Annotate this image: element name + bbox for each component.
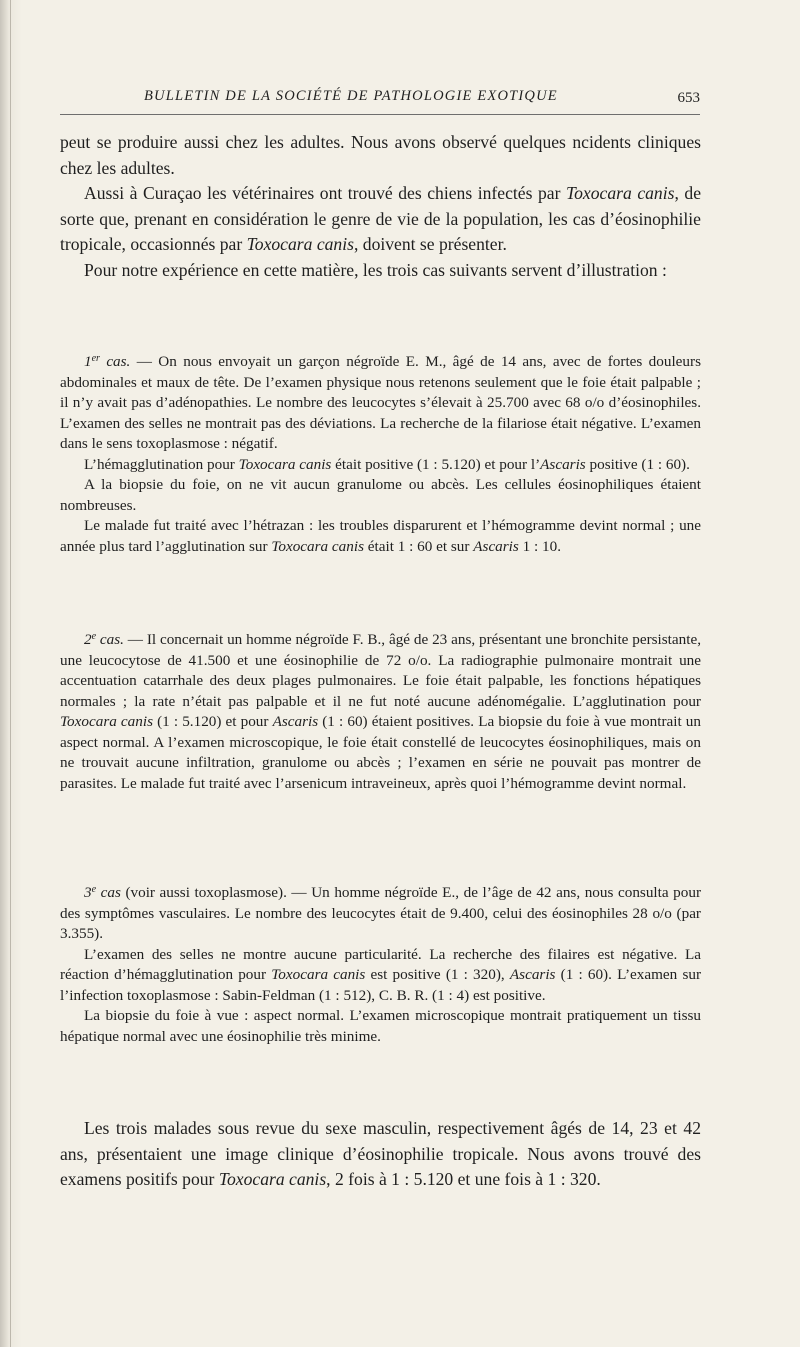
conclusion-paragraph: Les trois malades sous revue du sexe masculin, respectivement âgés de 14, 23 et 42 ans, présentaient une image clinique d’éosinophilie tropicale. Nous avons trouvé des examens positifs pour Toxocara canis, 2 fois à 1 : 5.120 et une fois à 1 : 320.: [60, 1118, 701, 1190]
species-name: Toxocara canis: [271, 537, 364, 555]
species-name: Ascaris: [509, 966, 556, 983]
species-name: Toxocara canis: [565, 183, 675, 204]
case-2-paragraph-1: 2e cas. — Il concernait un homme négroïde F. B., âgé de 23 ans, présentant une bronchite persistante, une leucocytose de 41.500 et une éosinophilie de 72 o/o. La radiographie pulmonaire montrait une accentuation catarrhale des deux plages pulmonaires. Le foie était palpable, les fonctions hépatiques normales ; la rate n’était pas palpable et il ne fut noté aucune adénomégalie. L’agglutination pour Toxocara canis (1 : 5.120) et pour Ascaris (1 : 60) étaient positives. La biopsie du foie à vue montrait un aspect normal. A l’examen microscopique, le foie était constellé de leucocytes éosinophiliques, mais on ne trouvait aucune infiltration, granulome ou abcès ; l’examen en série ne pouvait pas montrer de parasites. Le malade fut traité avec l’arsenicum intraveineux, après quoi l’hémogramme devint normal.: [60, 631, 701, 792]
text-run: , doivent se présenter.: [353, 234, 507, 255]
header-rule: [60, 114, 700, 115]
case-1-paragraph-4: Le malade fut traité avec l’hétrazan : les troubles disparurent et l’hémogramme devint normal ; une année plus tard l’agglutination sur Toxocara canis était 1 : 60 et sur Ascaris 1 : 10.: [60, 517, 701, 555]
page-number: 653: [677, 90, 700, 106]
case-3: [60, 883, 701, 1047]
species-name: Toxocara canis: [246, 234, 354, 255]
case-number: 2e cas.: [84, 631, 124, 648]
species-name: Toxocara canis: [238, 455, 332, 473]
intro-paragraph-3: Pour notre expérience en cette matière, les trois cas suivants servent d’illustration :: [84, 259, 667, 280]
species-name: Toxocara canis: [60, 713, 153, 730]
species-name: Ascaris: [272, 713, 319, 730]
case-3-paragraph-2: L’examen des selles ne montre aucune particularité. La recherche des filaires est négative. La réaction d’hémagglutination pour Toxocara canis est positive (1 : 320), Ascaris (1 : 60). L’examen sur l’infection toxoplasmose : Sabin-Feldman (1 : 512), C. B. R. (1 : 4) est positive.: [60, 945, 702, 1004]
conclusion-section: [60, 1116, 701, 1193]
species-name: Ascaris: [473, 537, 519, 555]
text-run: — On nous envoyait un garçon négroïde E. M., âgé de 14 ans, avec de fortes douleurs abdominales et maux de tête. De l’examen physique nous retenons seulement que le foie était palpable ; il n’y avait pas d’adénopathies. Le nombre des leucocytes s’élevait à 25.700 avec 68 o/o d’éosinophiles. L’examen des selles ne montrait pas des déviations. La recherche de la filariose était négative. L’examen dans le sens toxoplasmose : négatif.: [60, 353, 701, 452]
species-name: Ascaris: [540, 455, 586, 473]
case-1-paragraph-3: A la biopsie du foie, on ne vit aucun granulome ou abcès. Les cellules éosinophiliques étaient nombreuses.: [60, 476, 701, 514]
intro-paragraph-1: peut se produire aussi chez les adultes. Nous avons observé quelques ncidents cliniques chez les adultes.: [60, 132, 701, 178]
intro-paragraph-2: [60, 181, 701, 258]
case-1-paragraph-2: L’hémagglutination pour Toxocara canis était positive (1 : 5.120) et pour l’Ascaris positive (1 : 60).: [84, 455, 690, 473]
case-2: [60, 630, 701, 794]
text-run: Aussi à Curaçao les vétérinaires ont trouvé des chiens infectés par: [84, 183, 566, 204]
case-3-paragraph-3: La biopsie du foie à vue : aspect normal. L’examen microscopique montrait pratiquement un tissu hépatique normal avec une éosinophilie très minime.: [60, 1007, 701, 1045]
case-3-paragraph-1: 3e cas (voir aussi toxoplasmose). — Un homme négroïde E., de l’âge de 42 ans, nous consulta pour des symptômes vasculaires. Le nombre des leucocytes était de 9.400, celui des éosinophiles 28 o/o (par 3.355).: [60, 884, 702, 942]
intro-section: [60, 130, 701, 284]
running-header: [60, 88, 700, 112]
text-run: , de sorte que, prenant en considération le genre de vie de la population, les cas d’éosinophilie tropicale, occasionnés par: [60, 183, 702, 255]
case-1-paragraph-1: [60, 352, 701, 455]
species-name: Toxocara canis: [271, 966, 366, 983]
species-name: Toxocara canis: [218, 1169, 327, 1190]
journal-title: BULLETIN DE LA SOCIÉTÉ DE PATHOLOGIE EXOTIQUE: [144, 88, 558, 104]
case-1: [60, 352, 701, 557]
case-number: 3e cas: [84, 884, 121, 901]
case-number: 1er cas.: [84, 353, 131, 370]
